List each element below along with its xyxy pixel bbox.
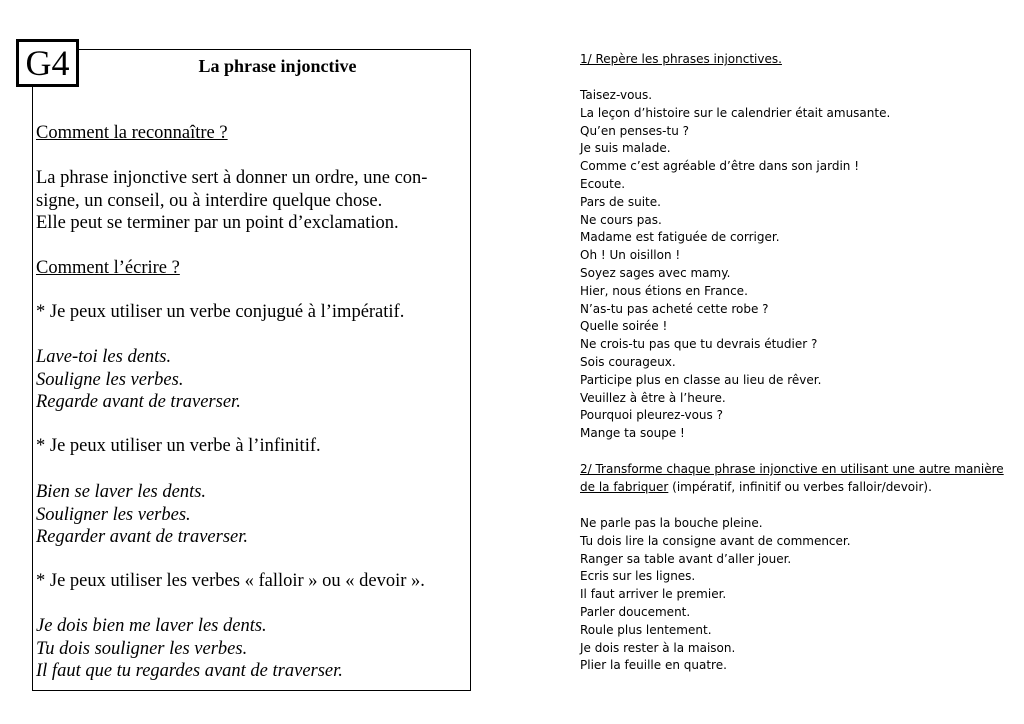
rule-imperative: * Je peux utiliser un verbe conjugué à l’impératif. (36, 302, 405, 322)
lesson-code-badge: G4 (16, 39, 79, 87)
exercise-sentence: Roule plus lentement. (580, 622, 712, 637)
section-heading-write: Comment l’écrire ? (36, 258, 180, 278)
example-line: Regarde avant de traverser. (36, 392, 241, 412)
exercise-sentence: Hier, nous étions en France. (580, 283, 748, 298)
exercise-sentence: Parler doucement. (580, 604, 691, 619)
example-line: Je dois bien me laver les dents. (36, 616, 267, 636)
exercise-sentence: Mange ta soupe ! (580, 426, 685, 441)
example-line: Souligner les verbes. (36, 504, 191, 525)
exercise-sentence: Plier la feuille en quatre. (580, 658, 727, 673)
exercise-sentence: Oh ! Un oisillon ! (580, 248, 681, 263)
rule-falloir-devoir: * Je peux utiliser les verbes « falloir » ou « devoir ». (36, 571, 425, 591)
rule-infinitive: * Je peux utiliser un verbe à l’infinitif. (36, 436, 321, 456)
exercise2-title-line: 2/ Transforme chaque phrase injonctive en utilisant une autre manière (580, 462, 1004, 476)
exercise-sentence: Ecris sur les lignes. (580, 569, 696, 584)
exercise-sentence: Soyez sages avec mamy. (580, 265, 731, 280)
exercise-sentence: Pourquoi pleurez-vous ? (580, 408, 723, 423)
exercise-sentence: La leçon d’histoire sur le calendrier était amusante. (580, 105, 891, 120)
exercise-sentence: Pars de suite. (580, 194, 661, 209)
exercise-sentence: Je suis malade. (580, 141, 671, 156)
section-heading-recognize: Comment la reconnaître ? (36, 123, 228, 143)
exercise-sentence: Tu dois lire la consigne avant de commencer. (580, 533, 851, 548)
exercise-sentence: Il faut arriver le premier. (580, 587, 727, 602)
example-line: Il faut que tu regardes avant de traverser. (36, 661, 343, 681)
example-line: Lave-toi les dents. (36, 347, 172, 367)
definition-line: La phrase injonctive sert à donner un ordre, une con- (36, 168, 428, 188)
exercise-sentence: Sois courageux. (580, 354, 676, 369)
definition-line: Elle peut se terminer par un point d’exclamation. (36, 213, 399, 233)
lesson-title: La phrase injonctive (198, 56, 357, 76)
example-line: Tu dois souligner les verbes. (36, 638, 248, 659)
exercise-sentence: Qu’en penses-tu ? (580, 123, 689, 138)
exercise-sentence: Ecoute. (580, 176, 626, 191)
exercise2-list (580, 515, 1010, 675)
exercise2-title-line: de la fabriquer (580, 479, 669, 494)
exercise-sentence: Veuillez à être à l’heure. (580, 390, 726, 405)
exercise-sentence: Participe plus en classe au lieu de rêver. (580, 372, 822, 387)
definition-line: signe, un conseil, ou à interdire quelque chose. (36, 190, 383, 211)
exercise-sentence: Ne crois-tu pas que tu devrais étudier ? (580, 337, 818, 352)
exercise-sentence: Ne cours pas. (580, 212, 662, 227)
exercise1-list (580, 87, 1010, 443)
example-line: Bien se laver les dents. (36, 482, 207, 502)
example-line: Souligne les verbes. (36, 369, 184, 390)
exercise2-title (580, 461, 1010, 497)
exercise-sentence: Je dois rester à la maison. (580, 640, 736, 655)
exercise-sentence: Ranger sa table avant d’aller jouer. (580, 551, 792, 566)
exercise-sentence: Comme c’est agréable d’être dans son jardin ! (580, 159, 860, 174)
exercise-sentence: Quelle soirée ! (580, 319, 668, 334)
exercise-sentence: Ne parle pas la bouche pleine. (580, 516, 763, 530)
exercise2-note: (impératif, infinitif ou verbes falloir/devoir). (668, 479, 932, 494)
exercise1-title: 1/ Repère les phrases injonctives. (580, 52, 782, 66)
exercise-sentence: Taisez-vous. (580, 88, 653, 102)
exercise-sentence: Madame est fatiguée de corriger. (580, 230, 780, 245)
exercise-sentence: N’as-tu pas acheté cette robe ? (580, 301, 769, 316)
example-line: Regarder avant de traverser. (36, 527, 249, 547)
